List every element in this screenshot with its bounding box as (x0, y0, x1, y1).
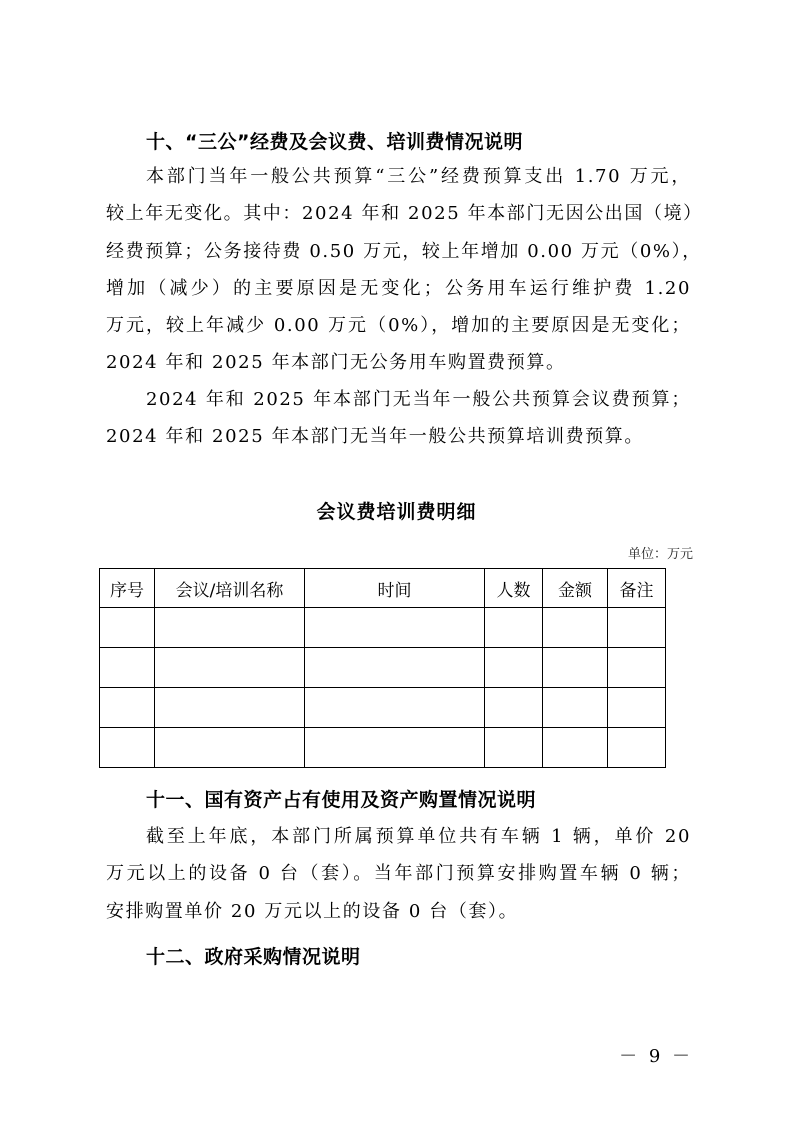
section-11-heading: 十一、国有资产占有使用及资产购置情况说明 (146, 789, 537, 811)
paragraph-line: 较上年无变化。其中：2024 年和 2025 年本部门无因公出国（境） (106, 203, 703, 224)
table-cell (100, 728, 155, 768)
table-cell (305, 648, 485, 688)
table-header-row (100, 569, 666, 608)
table-cell (155, 648, 305, 688)
paragraph-line: 2024 年和 2025 年本部门无当年一般公共预算培训费预算。 (106, 426, 644, 447)
table-cell (608, 728, 666, 768)
header-name: 会议/培训名称 (155, 569, 305, 608)
table-row (100, 608, 666, 648)
table-cell (543, 688, 608, 728)
table-cell (485, 688, 543, 728)
paragraph-line: 2024 年和 2025 年本部门无公务用车购置费预算。 (106, 352, 566, 373)
table-cell (608, 648, 666, 688)
page-number: － 9 － (619, 1046, 693, 1067)
paragraph-line: 2024 年和 2025 年本部门无当年一般公共预算会议费预算； (146, 389, 691, 410)
table-cell (305, 688, 485, 728)
table-unit-label: 单位：万元 (627, 547, 693, 562)
paragraph-line: 本部门当年一般公共预算“三公”经费预算支出 1.70 万元， (146, 166, 691, 187)
table-cell (155, 608, 305, 648)
header-remarks: 备注 (608, 569, 666, 608)
table-cell (305, 608, 485, 648)
table-cell (543, 608, 608, 648)
table-cell (608, 608, 666, 648)
table-cell (100, 688, 155, 728)
header-headcount: 人数 (485, 569, 543, 608)
table-cell (305, 728, 485, 768)
table-cell (155, 728, 305, 768)
table-title: 会议费培训费明细 (316, 501, 477, 523)
table-row (100, 648, 666, 688)
section-12-heading: 十二、政府采购情况说明 (146, 946, 361, 968)
table-row (100, 728, 666, 768)
table-cell (608, 688, 666, 728)
table-cell (485, 608, 543, 648)
paragraph-line: 安排购置单价 20 万元以上的设备 0 台（套）。 (106, 901, 519, 922)
section-10-heading: 十、“三公”经费及会议费、培训费情况说明 (146, 131, 523, 153)
paragraph-line: 经费预算；公务接待费 0.50 万元，较上年增加 0.00 万元（0%）， (106, 241, 702, 262)
table-cell (543, 728, 608, 768)
table-cell (485, 728, 543, 768)
paragraph-line: 万元以上的设备 0 台（套）。当年部门预算安排购置车辆 0 辆； (106, 863, 691, 884)
header-index: 序号 (100, 569, 155, 608)
table-cell (155, 688, 305, 728)
table-cell (543, 648, 608, 688)
header-amount: 金额 (543, 569, 608, 608)
table-cell (100, 648, 155, 688)
paragraph-line: 增加（减少）的主要原因是无变化；公务用车运行维护费 1.20 (106, 278, 691, 299)
table-cell (100, 608, 155, 648)
table-cell (485, 648, 543, 688)
paragraph-line: 截至上年底，本部门所属预算单位共有车辆 1 辆，单价 20 (146, 826, 691, 847)
meeting-training-table (99, 568, 666, 768)
table-row (100, 688, 666, 728)
header-time: 时间 (305, 569, 485, 608)
paragraph-line: 万元，较上年减少 0.00 万元（0%），增加的主要原因是无变化； (106, 315, 691, 336)
